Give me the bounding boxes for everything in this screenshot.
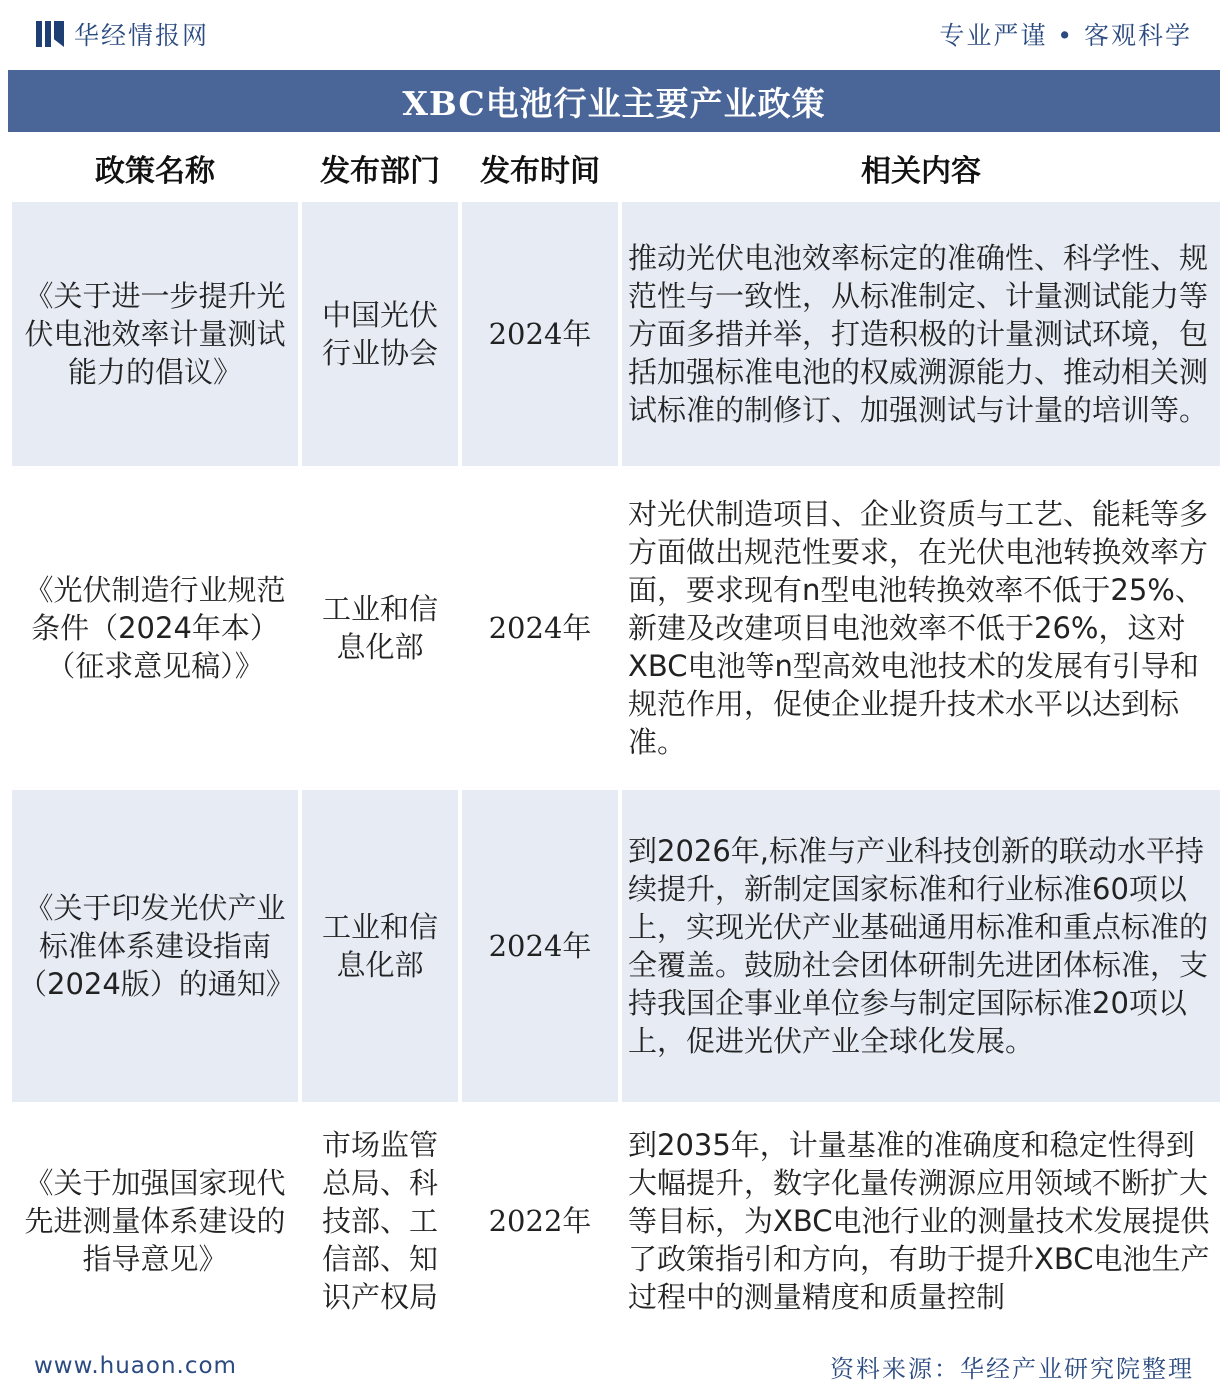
huajing-logo-icon: [36, 21, 64, 47]
policy-name: 《关于进一步提升光伏电池效率计量测试能力的倡议》: [12, 202, 298, 466]
brand: [36, 16, 209, 52]
table-row: [12, 202, 1220, 466]
column-header-dept: 发布部门: [302, 138, 458, 198]
brand-name: 华经情报网: [74, 21, 210, 50]
slogan: 专业严谨 • 客观科学: [939, 21, 1192, 50]
policy-content: 推动光伏电池效率标定的准确性、科学性、规范性与一致性，从标准制定、计量测试能力等方面多措并举，打造积极的计量测试环境，包括加强标准电池的权威溯源能力、推动相关测试标准的制修订、加强测试与计量的培训等。: [622, 202, 1220, 466]
source-note: 资料来源：华经产业研究院整理: [830, 1354, 1194, 1383]
column-header-date: 发布时间: [462, 138, 618, 198]
policy-name: 《光伏制造行业规范条件（2024年本）（征求意见稿）》: [12, 470, 298, 786]
policy-dept: 中国光伏行业协会: [302, 202, 458, 466]
policy-dept: 市场监管总局、科技部、工信部、知识产权局: [302, 1106, 458, 1336]
policy-date: 2024年: [462, 202, 618, 466]
policy-content: 到2026年,标准与产业科技创新的联动水平持续提升，新制定国家标准和行业标准60项以上，实现光伏产业基础通用标准和重点标准的全覆盖。鼓励社会团体研制先进团体标准，支持我国企事业单位参与制定国际标准20项以上，促进光伏产业全球化发展。: [622, 790, 1220, 1102]
top-bar: [0, 0, 1228, 68]
policy-content: 对光伏制造项目、企业资质与工艺、能耗等多方面做出规范性要求，在光伏电池转换效率方面，要求现有n型电池转换效率不低于25%、新建及改建项目电池效率不低于26%，这对XBC电池等n型高效电池技术的发展有引导和规范作用，促使企业提升技术水平以达到标准。: [622, 470, 1220, 786]
table-header-row: [12, 138, 1220, 198]
title-bar: [8, 70, 1220, 132]
policy-date: 2024年: [462, 470, 618, 786]
policy-name: 《关于印发光伏产业标准体系建设指南（2024版）的通知》: [12, 790, 298, 1102]
column-header-name: 政策名称: [12, 138, 298, 198]
policy-date: 2022年: [462, 1106, 618, 1336]
policy-dept: 工业和信息化部: [302, 790, 458, 1102]
table-row: [12, 470, 1220, 786]
policy-date: 2024年: [462, 790, 618, 1102]
policy-dept: 工业和信息化部: [302, 470, 458, 786]
policy-content: 到2035年，计量基准的准确度和稳定性得到大幅提升，数字化量传溯源应用领域不断扩大等目标，为XBC电池行业的测量技术发展提供了政策指引和方向，有助于提升XBC电池生产过程中的测量精度和质量控制: [622, 1106, 1220, 1336]
page-title: XBC电池行业主要产业政策: [402, 83, 826, 123]
table-row: [12, 790, 1220, 1102]
policy-name: 《关于加强国家现代先进测量体系建设的指导意见》: [12, 1106, 298, 1336]
policy-table: [8, 134, 1224, 1340]
footer: [0, 1336, 1228, 1396]
website-url: www.huaon.com: [34, 1353, 237, 1379]
column-header-content: 相关内容: [622, 138, 1220, 198]
table-row: [12, 1106, 1220, 1336]
